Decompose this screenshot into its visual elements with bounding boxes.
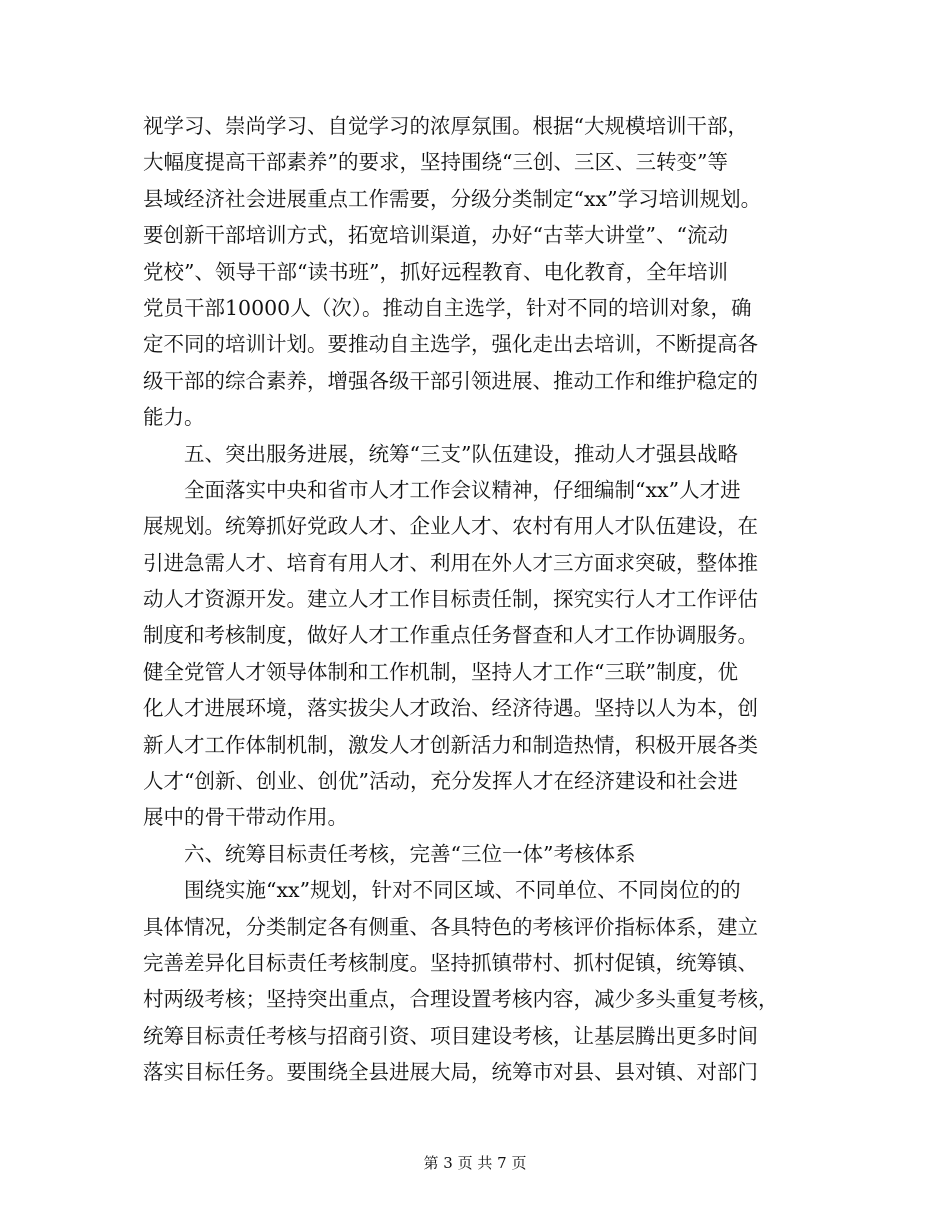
text-line: 六、统筹目标责任考核，完善“三位一体”考核体系 xyxy=(184,841,636,866)
text-line: 统筹目标责任考核与招商引资、项目建设考核，让基层腾出更多时间 xyxy=(143,1023,758,1048)
text-line: 落实目标任务。要围绕全县进展大局，统筹市对县、县对镇、对部门 xyxy=(143,1060,758,1085)
text-line: 要创新干部培训方式，拓宽培训渠道，办好“古莘大讲堂”、“流动 xyxy=(143,223,728,248)
text-line: 围绕实施“xx”规划，针对不同区域、不同单位、不同岗位的的 xyxy=(184,878,741,903)
text-line: 人才“创新、创业、创优”活动，充分发挥人才在经济建设和社会进 xyxy=(143,769,738,794)
text-line: 制度和考核制度，做好人才工作重点任务督查和人才工作协调服务。 xyxy=(143,623,758,648)
text-line: 全面落实中央和省市人才工作会议精神，仔细编制“xx”人才进 xyxy=(184,477,741,502)
text-line: 化人才进展环境，落实拔尖人才政治、经济待遇。坚持以人为本，创 xyxy=(143,696,758,721)
text-line: 健全党管人才领导体制和工作机制，坚持人才工作“三联”制度，优 xyxy=(143,659,738,684)
text-line: 具体情况，分类制定各有侧重、各具特色的考核评价指标体系，建立 xyxy=(143,914,758,939)
text-line: 展规划。统筹抓好党政人才、企业人才、农村有用人才队伍建设，在 xyxy=(143,514,758,539)
text-line: 党校”、领导干部“读书班”，抓好远程教育、电化教育，全年培训 xyxy=(143,259,728,284)
text-line: 大幅度提高干部素养”的要求，坚持围绕“三创、三区、三转变”等 xyxy=(143,150,728,175)
text-line: 能力。 xyxy=(143,405,205,430)
text-line: 党员干部10000人（次）。推动自主选学，针对不同的培训对象，确 xyxy=(143,295,752,320)
text-line: 村两级考核；坚持突出重点，合理设置考核内容，减少多头重复考核， xyxy=(143,987,779,1012)
text-line: 视学习、崇尚学习、自觉学习的浓厚氛围。根据“大规模培训干部， xyxy=(143,114,748,138)
text-line: 五、突出服务进展，统筹“三支”队伍建设，推动人才强县战略 xyxy=(184,441,738,466)
document-body xyxy=(143,108,813,1091)
text-line: 定不同的培训计划。要推动自主选学，强化走出去培训，不断提高各 xyxy=(143,332,758,357)
text-line: 新人才工作体制机制，激发人才创新活力和制造热情，积极开展各类 xyxy=(143,732,758,757)
text-line: 动人才资源开发。建立人才工作目标责任制，探究实行人才工作评估 xyxy=(143,587,758,612)
text-line: 展中的骨干带动作用。 xyxy=(143,805,348,830)
page-footer: 第 3 页 共 7 页 xyxy=(423,1154,527,1172)
text-line: 引进急需人才、培育有用人才、利用在外人才三方面求突破，整体推 xyxy=(143,550,758,575)
text-line: 县域经济社会进展重点工作需要，分级分类制定“xx”学习培训规划。 xyxy=(143,186,762,211)
text-line: 级干部的综合素养，增强各级干部引领进展、推动工作和维护稳定的 xyxy=(143,368,758,393)
text-line: 完善差异化目标责任考核制度。坚持抓镇带村、抓村促镇，统筹镇、 xyxy=(143,950,758,975)
